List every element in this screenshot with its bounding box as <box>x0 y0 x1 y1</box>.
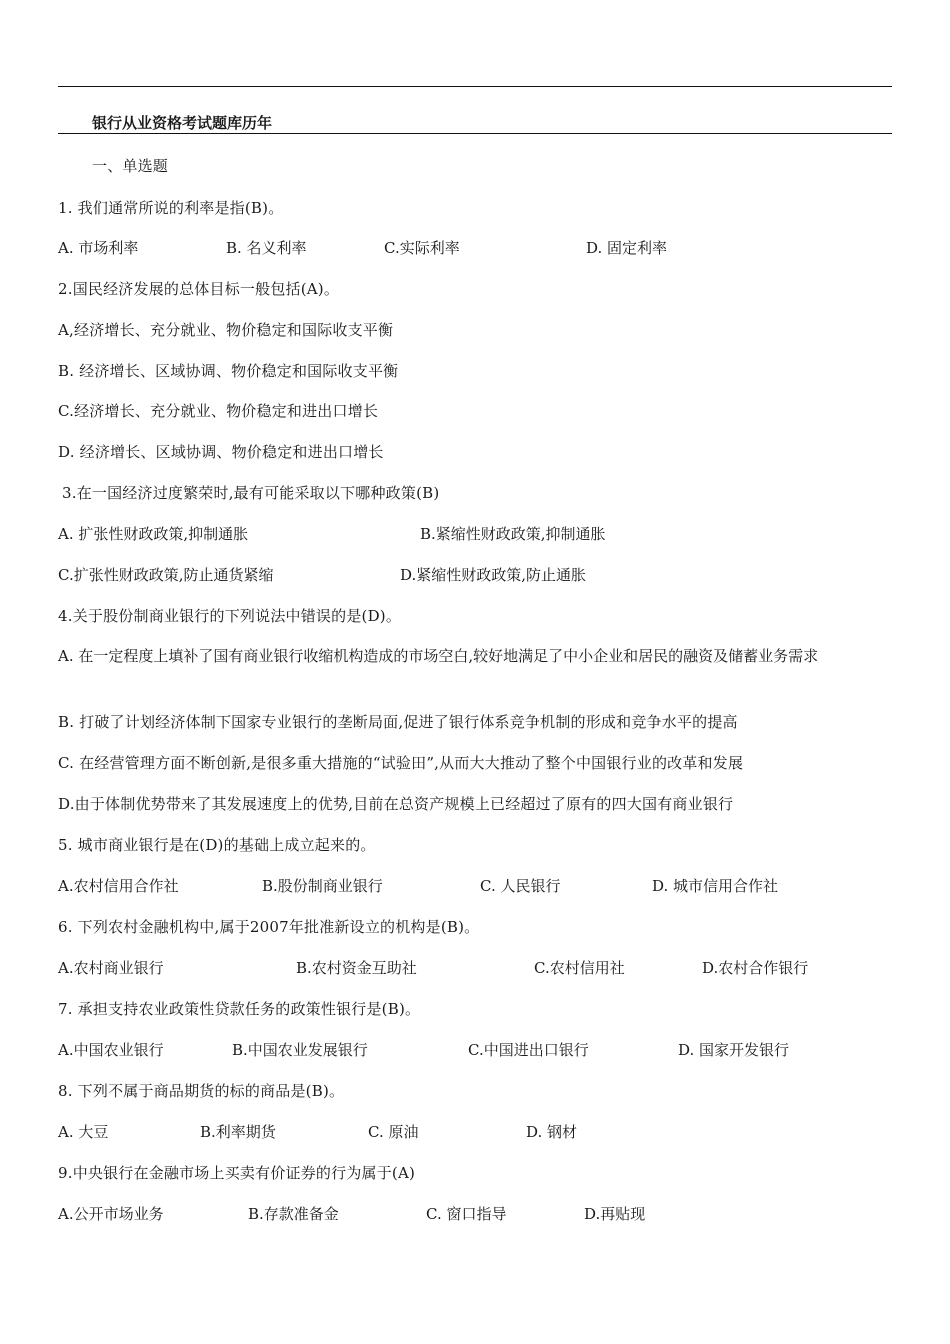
q4-option-c: C. 在经营管理方面不断创新,是很多重大措施的“试验田”,从而大大推动了整个中国银行业的改革和发展 <box>58 754 744 772</box>
question-4: 4.关于股份制商业银行的下列说法中错误的是(D)。 <box>58 607 402 625</box>
q1-option-b: B. 名义利率 <box>226 239 307 257</box>
q5-option-c: C. 人民银行 <box>480 877 561 895</box>
q6-option-a: A.农村商业银行 <box>58 959 164 977</box>
q3-option-c: C.扩张性财政政策,防止通货紧缩 <box>58 566 274 584</box>
q8-option-d: D. 钢材 <box>526 1123 578 1141</box>
q8-option-a: A. 大豆 <box>58 1123 109 1141</box>
q6-option-b: B.农村资金互助社 <box>296 959 417 977</box>
q3-option-d: D.紧缩性财政政策,防止通胀 <box>400 566 587 584</box>
q9-option-d: D.再贴现 <box>584 1205 646 1223</box>
top-rule <box>58 86 892 87</box>
q7-option-b: B.中国农业发展银行 <box>232 1041 368 1059</box>
q9-option-b: B.存款准备金 <box>248 1205 339 1223</box>
q1-option-d: D. 固定利率 <box>586 239 668 257</box>
document-title: 银行从业资格考试题库历年 <box>92 114 273 132</box>
q3-option-b: B.紧缩性财政政策,抑制通胀 <box>420 525 606 543</box>
section-heading: 一、单选题 <box>92 157 169 175</box>
q7-option-d: D. 国家开发银行 <box>678 1041 790 1059</box>
q5-option-a: A.农村信用合作社 <box>58 877 179 895</box>
q2-option-c: C.经济增长、充分就业、物价稳定和进出口增长 <box>58 402 379 420</box>
question-1: 1. 我们通常所说的利率是指(B)。 <box>58 199 284 217</box>
q4-option-d: D.由于体制优势带来了其发展速度上的优势,目前在总资产规模上已经超过了原有的四大国有商业银行 <box>58 795 734 813</box>
q1-option-a: A. 市场利率 <box>58 239 139 257</box>
q3-option-a: A. 扩张性财政政策,抑制通胀 <box>58 525 249 543</box>
q9-option-c: C. 窗口指导 <box>426 1205 507 1223</box>
q2-option-b: B. 经济增长、区域协调、物价稳定和国际收支平衡 <box>58 362 399 380</box>
q1-option-c: C.实际利率 <box>384 239 460 257</box>
question-8: 8. 下列不属于商品期货的标的商品是(B)。 <box>58 1082 345 1100</box>
q4-option-a: A. 在一定程度上填补了国有商业银行收缩机构造成的市场空白,较好地满足了中小企业和居民的融资及储蓄业务需求 <box>58 647 819 665</box>
title-underline <box>58 133 892 134</box>
q8-option-c: C. 原油 <box>368 1123 419 1141</box>
q2-option-d: D. 经济增长、区域协调、物价稳定和进出口增长 <box>58 443 384 461</box>
q7-option-c: C.中国进出口银行 <box>468 1041 589 1059</box>
question-2: 2.国民经济发展的总体目标一般包括(A)。 <box>58 280 340 298</box>
q9-option-a: A.公开市场业务 <box>58 1205 164 1223</box>
q6-option-c: C.农村信用社 <box>534 959 625 977</box>
q5-option-b: B.股份制商业银行 <box>262 877 383 895</box>
q4-option-b: B. 打破了计划经济体制下国家专业银行的垄断局面,促进了银行体系竞争机制的形成和竞争水平的提高 <box>58 713 738 731</box>
q5-option-d: D. 城市信用合作社 <box>652 877 779 895</box>
question-3: 3.在一国经济过度繁荣时,最有可能采取以下哪种政策(B) <box>62 484 440 502</box>
q7-option-a: A.中国农业银行 <box>58 1041 164 1059</box>
q2-option-a: A,经济增长、充分就业、物价稳定和国际收支平衡 <box>58 321 394 339</box>
question-9: 9.中央银行在金融市场上买卖有价证券的行为属于(A) <box>58 1164 416 1182</box>
q8-option-b: B.利率期货 <box>200 1123 276 1141</box>
question-6: 6. 下列农村金融机构中,属于2007年批准新设立的机构是(B)。 <box>58 918 480 936</box>
question-7: 7. 承担支持农业政策性贷款任务的政策性银行是(B)。 <box>58 1000 421 1018</box>
question-5: 5. 城市商业银行是在(D)的基础上成立起来的。 <box>58 836 376 854</box>
q6-option-d: D.农村合作银行 <box>702 959 809 977</box>
